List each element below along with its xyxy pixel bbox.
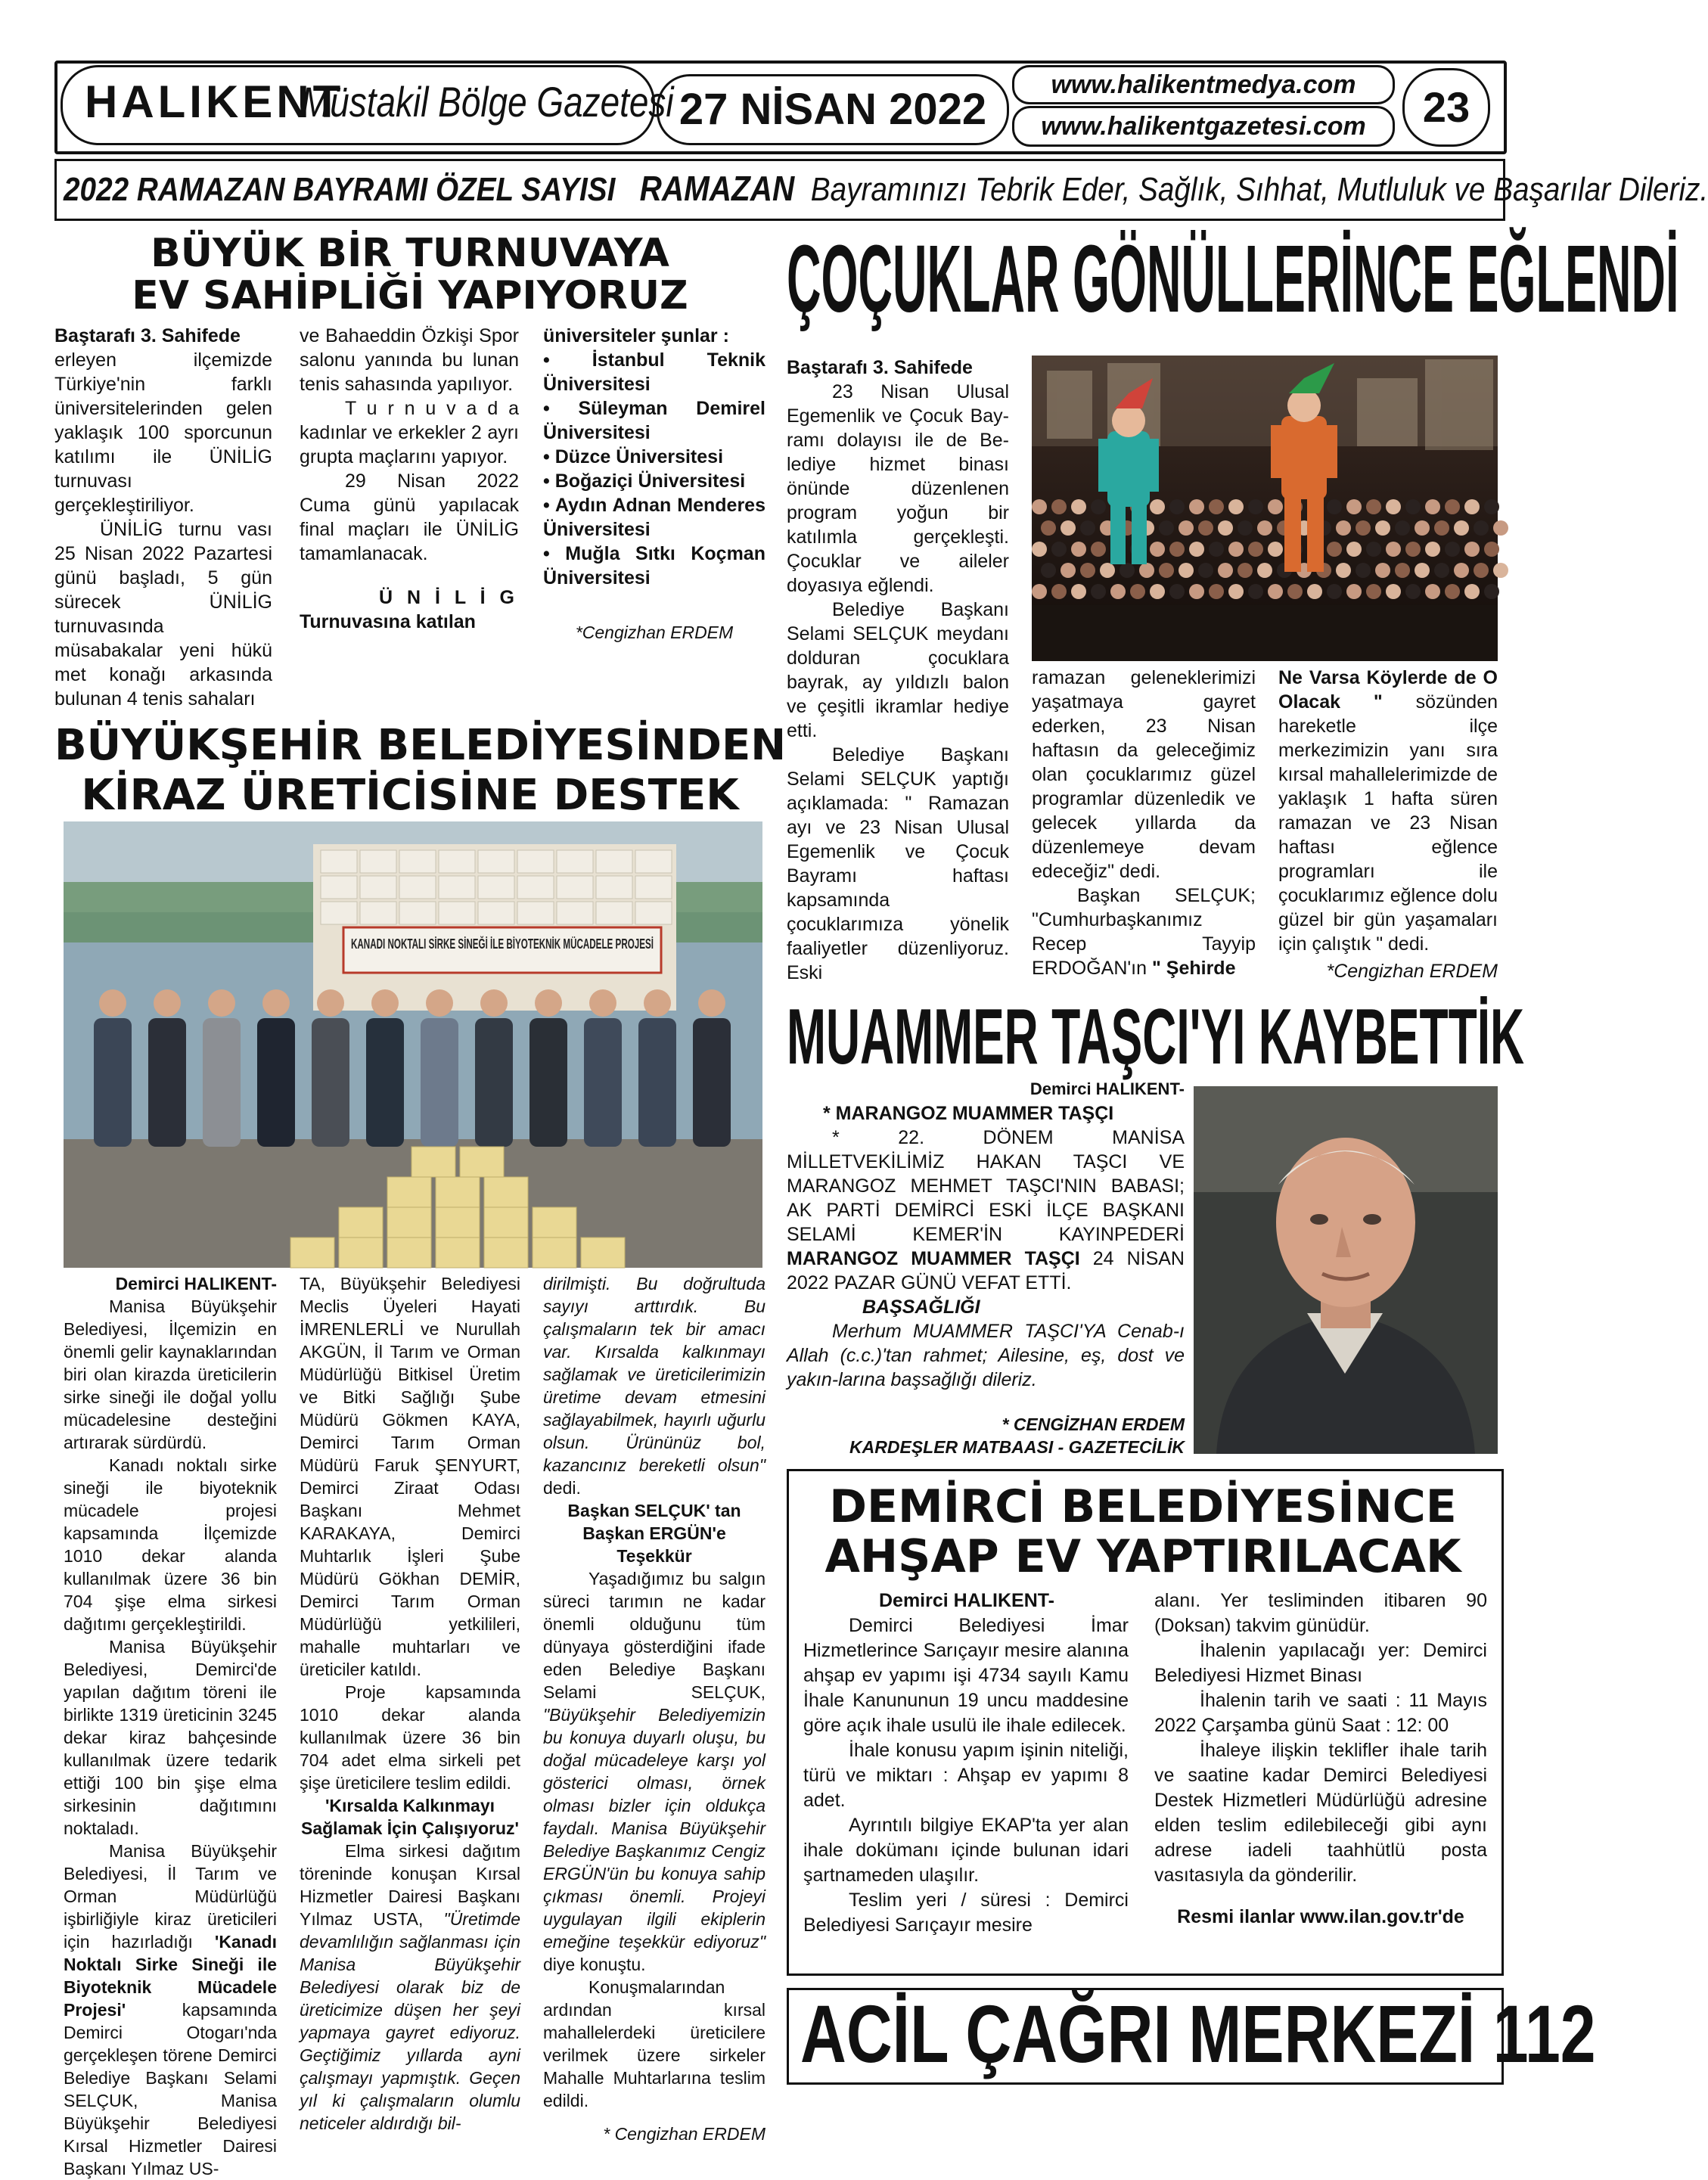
tender-para: Teslim yeri / süresi : Demirci Belediyesi Sarıçayır mesire [803, 1890, 1129, 1936]
portrait-illustration [1194, 1086, 1498, 1454]
kiraz-quote: "Üretimde devamlılığın sağlanması için Manisa Büyükşehir Belediyesi olarak biz de üreticimize düşen her şeyi yapmaya gayret ediyoruz. Geçtiğimiz yıllarda ayni çalışmayı yapmıştık. Geçen yıl ki çalışmaların olumlu neticeler aldırdığı bil- [300, 1909, 520, 2133]
condolence-text: Merhum MUAMMER TAŞCI'YA Cenab-ı Allah (c.c.)'tan rahmet; Ailesine, eş, dost ve yakın-larına başsağlığı dileriz. [787, 1321, 1185, 1390]
universities-list [543, 348, 765, 590]
kiraz-para-text: diye konuştu. [543, 1955, 646, 1974]
kiraz-para [543, 1272, 765, 1499]
unilig-label: Ü N İ L İ G [379, 587, 519, 608]
tender-headline-2: AHŞAP EV YAPTIRILACAK [824, 1530, 1461, 1583]
kiraz-headline-1: BÜYÜKŞEHİR BELEDİYESİNDEN [54, 721, 787, 770]
tender-para: İhale konusu yapım işinin niteliği, türü ve miktarı : Ahşap ev yapımı 8 adet. [803, 1740, 1129, 1811]
cocuk-para: ramazan geleneklerimizi yaşatmaya gayret ederken, 23 Nisan haftasın da geleceğimiz olan çocuklarımız güzel programlar düzenledik ve gelecek yıllarda da düzenlemeye devam edeceğiz" dedi. [1032, 667, 1256, 882]
tender-para: alanı. Yer tesliminden itibaren 90 (Doksan) takvim günüdür. [1154, 1590, 1487, 1636]
kiraz-para-text: Yaşadığımız bu salgın süreci tarımın ne kadar önemli olduğunu tüm dünyaya gösterdiğini ifade eden Belediye Başkanı Selami SELÇUK, [543, 1569, 765, 1702]
university-item: • Aydın Adnan Menderes Üniversitesi [543, 495, 765, 540]
cocuk-quote-intro: Başkan SELÇUK; "Cumhurbaşkanımız Recep Tayyip ERDOĞAN'ın [1032, 885, 1256, 979]
kiraz-para [543, 1567, 765, 1976]
brand-tagline: Müstakil Bölge Gazetesi [301, 78, 674, 126]
tender-para: Ayrıntılı bilgiye EKAP'ta yer alan ihale dokümanı içinde bulunan idari şartnameden ulaşılır. [803, 1815, 1129, 1886]
cocuk-col-3 [1278, 666, 1498, 983]
turnuva-col-1 [54, 324, 272, 711]
kiraz-col-1 [64, 1272, 277, 2180]
project-name: 'Kanadı Noktalı Sirke Sineği ile Biyoteknik Mücadele Projesi' [64, 1932, 277, 2020]
signature-name: * CENGİZHAN ERDEM [1002, 1415, 1185, 1434]
obituary-para-text: * 22. DÖNEM MANİSA MİLLETVEKİLİMİZ HAKAN TAŞCI VE MARANGOZ MEHMET TAŞCI'NIN BABASI; AK PARTİ DEMİRCİ ESKİ İLÇE BAŞKANI SELAMİ KEMER'İN KAYINPEDERİ [787, 1127, 1185, 1245]
kiraz-para-text: Manisa Büyükşehir Belediyesi, İl Tarım ve Orman Müdürlüğü işbirliğiyle kiraz üreticileri için hazırladığı [64, 1841, 277, 1952]
kiraz-para-text: kapsamında Demirci Otogarı'nda gerçekleşen törene Demirci Belediye Başkanı Selami SELÇUK, Manisa Büyükşehir Belediyesi Kırsal Hizmetler Dairesi Başkanı Yılmaz US- [64, 2000, 277, 2178]
greeting-text: Bayramınızı Tebrik Eder, Sağlık, Sıhhat, Mutluluk ve Başarılar Dileriz. [810, 171, 1708, 208]
official-notice-link[interactable]: Resmi ilanlar www.ilan.gov.tr'de [1177, 1906, 1464, 1927]
obituary-headline: MUAMMER TAŞCI'YI KAYBETTİK [787, 993, 1525, 1081]
kiraz-para: Kanadı noktalı sirke sineği ile biyoteknik mücadele projesi kapsamında İlçemizde 1010 dekar alanda kullanılmak üzere 36 bin 704 şişe elma sirkesi dağıtımı gerçekleştirildi. [64, 1455, 277, 1634]
ceremony-photo [64, 821, 819, 1268]
kiraz-para: TA, Büyükşehir Belediyesi Meclis Üyeleri Hayati İMRENLERLİ ve Nurullah AKGÜN, İl Tarım ve Orman Müdürlüğü Bitkisel Üretim ve Bitki Sağlığı Şube Müdürü Gökmen KAYA, Demirci Tarım Orman Müdürü Faruk ŞENYURT, Demirci Ziraat Odası Başkanı Mehmet KARAKAYA, Demirci Muhtarlık İşleri Şube Müdürü Gökhan DEMİR, Demirci Tarım Orman Müdürlüğü yetkilileri, mahalle muhtarları ve üreticiler katıldı. [300, 1274, 520, 1679]
signature-org: KARDEŞLER MATBAASI - GAZETECİLİK [849, 1437, 1185, 1457]
emergency-number-text: ACİL ÇAĞRI MERKEZİ 112 [800, 1988, 1596, 2079]
deceased-name: MARANGOZ MUAMMER TAŞÇI [787, 1248, 1080, 1269]
issue-date: 27 NİSAN 2022 [657, 74, 1009, 145]
tender-headline-1: DEMİRCİ BELEDİYESİNCE [829, 1480, 1457, 1533]
cocuk-lead: Baştarafı 3. Sahifede [787, 357, 973, 378]
obituary-signature [787, 1413, 1185, 1458]
website-link-1[interactable]: www.halikentmedya.com [1012, 65, 1395, 104]
turnuva-lead: Baştarafı 3. Sahifede [54, 325, 241, 346]
portrait-photo [1194, 1086, 1498, 1454]
ceremony-photo-illustration [64, 821, 819, 1268]
turnuva-para: Turnuvasına katılan [300, 611, 476, 632]
kiraz-quote: "Büyükşehir Belediyemizin bu konuya duyarlı oluşu, bu doğal mücadeleye karşı yol gösterici olması, örnek olması bizler için oldukça faydalı. Manisa Büyükşehir Belediye Başkanımız Cengiz ERGÜN'ün bu konuya sahip çıkması önemli. Projeyi uygulayan ilgili ekiplerin emeğine teşekkür ediyoruz" [543, 1705, 765, 1952]
tender-col-2 [1154, 1588, 1487, 1930]
kiraz-subheading: 'Kırsalda Kalkınmayı Sağlamak İçin Çalışıyoruz' [301, 1796, 519, 1838]
university-item: • İstanbul Teknik Üniversitesi [543, 349, 765, 395]
festival-photo [1032, 356, 1498, 661]
university-item: • Düzce Üniversitesi [543, 446, 724, 467]
cocuk-para: Belediye Başkanı Selami SELÇUK meydanı dolduran çocuklara bayrak, ay yıldızlı balon ve çeşitli ikramlar hediye etti. [787, 599, 1009, 741]
special-issue-label: 2022 RAMAZAN BAYRAMI ÖZEL SAYISI [64, 171, 616, 208]
brand-name: HALIKENT [85, 76, 345, 127]
cocuk-para-text: sözünden hareketle ilçe merkezimizin yanı sıra kırsal mahallelerimizde de yaklaşık 1 hafta süren ramazan ve 23 Nisan haftası eğlence programları ile çocuklarımız eğlence dolu güzel bir gün yaşamaları için çalıştık " dedi. [1278, 691, 1498, 955]
university-item: • Muğla Sıtkı Koçman Üniversitesi [543, 543, 765, 588]
turnuva-para: 29 Nisan 2022 Cuma günü yapılacak final maçları ile ÜNİLİG tamamlanacak. [300, 470, 519, 564]
kiraz-para [64, 1840, 277, 2180]
turnuva-para: ve Bahaeddin Özkişi Spor salonu yanında bu lunan tenis sahasında yapılıyor. [300, 325, 519, 395]
cocuk-quote-bold-2: Ne Varsa Köylerde de O Olacak " [1278, 667, 1498, 713]
kiraz-col-2 [300, 1272, 520, 2135]
cocuk-headline: ÇOÇUKLAR GÖNÜLLERİNCE EĞLENDİ [787, 225, 1679, 332]
tender-para: İhalenin yapılacağı yer: Demirci Belediyesi Hizmet Binası [1154, 1640, 1487, 1686]
university-item: • Boğaziçi Üniversitesi [543, 470, 746, 492]
kiraz-para: Manisa Büyükşehir Belediyesi, İlçemizin en önemli gelir kaynaklarından biri olan kirazda üreticilerin sirke sineği ile doğal yollu mücadelesine desteğini artırarak sürdürdü. [64, 1297, 277, 1452]
turnuva-col-3 [543, 324, 765, 644]
kiraz-lead: Demirci HALIKENT- [115, 1274, 277, 1293]
tender-para: İhaleye ilişkin teklifler ihale tarih ve saatine kadar Demirci Belediyesi Destek Hizmetleri Müdürlüğü adresine elden teslim edilebileceği gibi aynı adrese iadeli taahhütlü posta vasıtasıyla da gönderilir. [1154, 1740, 1487, 1886]
obituary-text [787, 1077, 1185, 1392]
cocuk-para: 23 Nisan Ulusal Egemenlik ve Çocuk Bay-ramı dolayısı ile de Be-lediye hizmet binası önünde düzenlenen program yoğun bir katılımla gerçekleşti. Çocuklar ve aileler doyasıya eğlendi. [787, 381, 1009, 596]
cocuk-quote-bold: " Şehirde [1151, 958, 1236, 979]
ramazan-word: RAMAZAN [639, 169, 795, 208]
turnuva-headline-2: EV SAHİPLİĞİ YAPIYORUZ [132, 273, 688, 318]
turnuva-para: erleyen ilçemizde Türkiye'nin farklı üniversitelerinden gelen yaklaşık 100 sporcunun katılımı ile ÜNİLİG turnuvası gerçekleştiriliyor. [54, 349, 272, 516]
tender-para: Demirci Belediyesi İmar Hizmetlerince Sarıçayır mesire alanına ahşap ev yapımı işi 4734 sayılı Kamu İhale Kanununun 19 uncu maddesine göre açık ihale usulü ile ihale edilecek. [803, 1615, 1129, 1736]
cocuk-para [1278, 666, 1498, 956]
kiraz-byline: * Cengizhan ERDEM [603, 2124, 765, 2144]
banner-text: KANADI NOKTALI SİRKE SİNEĞİ İLE BİYOTEKNİK MÜCADELE PROJESİ [351, 936, 819, 952]
kiraz-para [300, 1840, 520, 2135]
tender-para: İhalenin tarih ve saati : 11 Mayıs 2022 Çarşamba günü Saat : 12: 00 [1154, 1690, 1487, 1736]
kiraz-para-text: Elma sirkesi dağıtım töreninde konuşan Kırsal Hizmetler Dairesi Başkanı Yılmaz USTA, [300, 1841, 520, 1929]
page-number: 23 [1402, 68, 1490, 147]
turnuva-headline-1: BÜYÜK BİR TURNUVAYA [151, 231, 669, 276]
turnuva-byline: *Cengizhan ERDEM [575, 623, 734, 642]
condolence-heading: BAŞSAĞLIĞI [862, 1297, 980, 1318]
obituary-lead: Demirci HALIKENT- [1029, 1079, 1185, 1098]
obituary-para [787, 1126, 1185, 1295]
tender-col-1 [803, 1588, 1129, 1938]
festival-photo-illustration [1032, 356, 1498, 661]
cocuk-col-1 [787, 356, 1009, 985]
kiraz-para: Konuşmalarından ardından kırsal mahallelerdeki üreticilere verilmek üzere sirkeler Mahalle Muhtarlarına teslim edildi. [543, 1977, 765, 2110]
website-link-2[interactable]: www.halikentgazetesi.com [1012, 106, 1395, 147]
cocuk-para: Belediye Başkanı Selami SELÇUK yaptığı açıklamada: " Ramazan ayı ve 23 Nisan Ulusal Egemenlik ve Çocuk Bayramı haftası kapsamında çocuklarımıza yönelik faaliyetler düzenliyoruz. Eski [787, 744, 1009, 983]
holiday-ribbon-text [64, 168, 1708, 209]
turnuva-para: ÜNİLİG turnu vası 25 Nisan 2022 Pazartesi günü başladı, 5 gün sürecek ÜNİLİG turnuvasında müsabakalar yeni hükü met konağı arkasında bulunan 4 tenis sahaları [54, 519, 272, 710]
cocuk-byline: *Cengizhan ERDEM [1326, 961, 1498, 982]
university-item: • Süleyman Demirel Üniversitesi [543, 398, 765, 443]
kiraz-headline-2: KİRAZ ÜRETİCİSİNE DESTEK [81, 771, 739, 820]
cocuk-para [1032, 883, 1256, 980]
turnuva-col-2 [300, 324, 519, 634]
obituary-para-text: 24 NİSAN 2022 PAZAR GÜNÜ VEFAT ETTİ. [787, 1248, 1185, 1293]
kiraz-para: Manisa Büyükşehir Belediyesi, Demirci'de yapılan dağıtım töreni ile birlikte 1319 üreticinin 3245 dekar kiraz bahçesinde kullanılmak üzere tedarik ettiği 100 bin şişe elma sirkesinin dağıtımını noktaladı. [64, 1637, 277, 1838]
obituary-name-line: * MARANGOZ MUAMMER TAŞÇI [823, 1103, 1114, 1124]
kiraz-para: Proje kapsamında 1010 dekar alanda kullanılmak üzere 36 bin 704 adet elma sirkeli pet şişe üreticilere teslim edildi. [300, 1682, 520, 1793]
kiraz-para-text: dedi. [543, 1478, 581, 1498]
turnuva-para: T u r n u v a d a kadınlar ve erkekler 2 ayrı grupta maçlarını yapıyor. [300, 398, 519, 467]
universities-heading: üniversiteler şunlar : [543, 325, 729, 346]
kiraz-col-3 [543, 1272, 765, 2145]
kiraz-subheading: Başkan SELÇUK' tan Başkan ERGÜN'e Teşekkür [567, 1501, 741, 1566]
cocuk-col-2 [1032, 666, 1256, 980]
kiraz-quote: dirilmişti. Bu doğrultuda sayıyı arttırdık. Bu çalışmaların tek bir amacı var. Kırsalda kalkınmayı sağlamak ve üreticilerimizin üretime devam etmesini sağlayabilmek, hayırlı uğurlu olsun. Ürününüz bol, kazancınız bereketli olsun" [543, 1274, 765, 1475]
tender-lead: Demirci HALIKENT- [879, 1590, 1054, 1611]
